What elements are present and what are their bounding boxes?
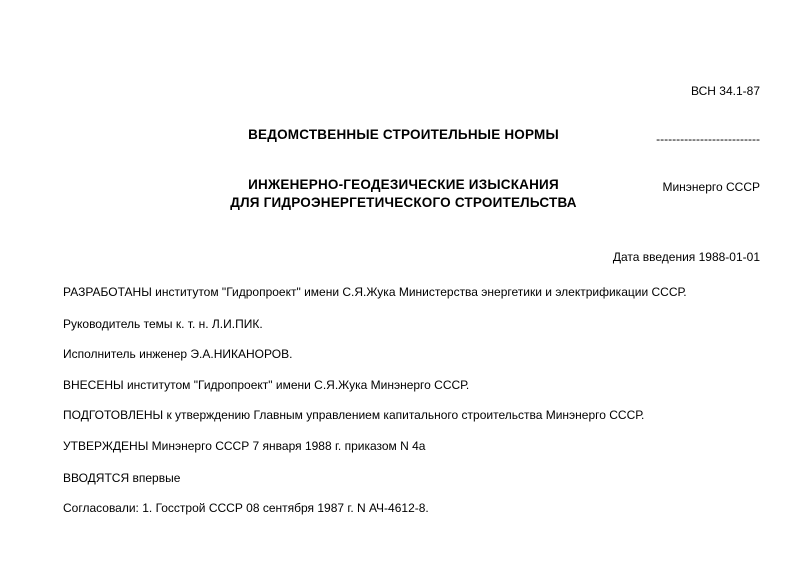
paragraph-agreed-by: Согласовали: 1. Госстрой СССР 08 сентября 1987 г. N АЧ-4612-8. (63, 501, 429, 515)
header-divider: -------------------------- (656, 132, 760, 146)
document-subtitle-line1: ИНЖЕНЕРНО-ГЕОДЕЗИЧЕСКИЕ ИЗЫСКАНИЯ (248, 177, 559, 192)
paragraph-theme-leader: Руководитель темы к. т. н. Л.И.ПИК. (63, 317, 263, 331)
paragraph-developed-by: РАЗРАБОТАНЫ институтом "Гидропроект" имени С.Я.Жука Министерства энергетики и электрификации СССР. (63, 285, 687, 299)
document-code: ВСН 34.1-87 (691, 84, 760, 98)
paragraph-prepared-by: ПОДГОТОВЛЕНЫ к утверждению Главным управлением капитального строительства Минэнерго СССР. (63, 408, 645, 422)
ministry-name: Минэнерго СССР (662, 180, 760, 194)
paragraph-introduced: ВВОДЯТСЯ впервые (63, 471, 181, 485)
paragraph-approved-by: УТВЕРЖДЕНЫ Минэнерго СССР 7 января 1988 г. приказом N 4а (63, 439, 426, 453)
document-subtitle (0, 176, 807, 212)
paragraph-executor: Исполнитель инженер Э.А.НИКАНОРОВ. (63, 347, 293, 361)
document-subtitle-line2: ДЛЯ ГИДРОЭНЕРГЕТИЧЕСКОГО СТРОИТЕЛЬСТВА (230, 195, 577, 210)
document-title: ВЕДОМСТВЕННЫЕ СТРОИТЕЛЬНЫЕ НОРМЫ (248, 127, 559, 142)
paragraph-submitted-by: ВНЕСЕНЫ институтом "Гидропроект" имени С.Я.Жука Минэнерго СССР. (63, 378, 470, 392)
effective-date: Дата введения 1988-01-01 (612, 250, 760, 264)
